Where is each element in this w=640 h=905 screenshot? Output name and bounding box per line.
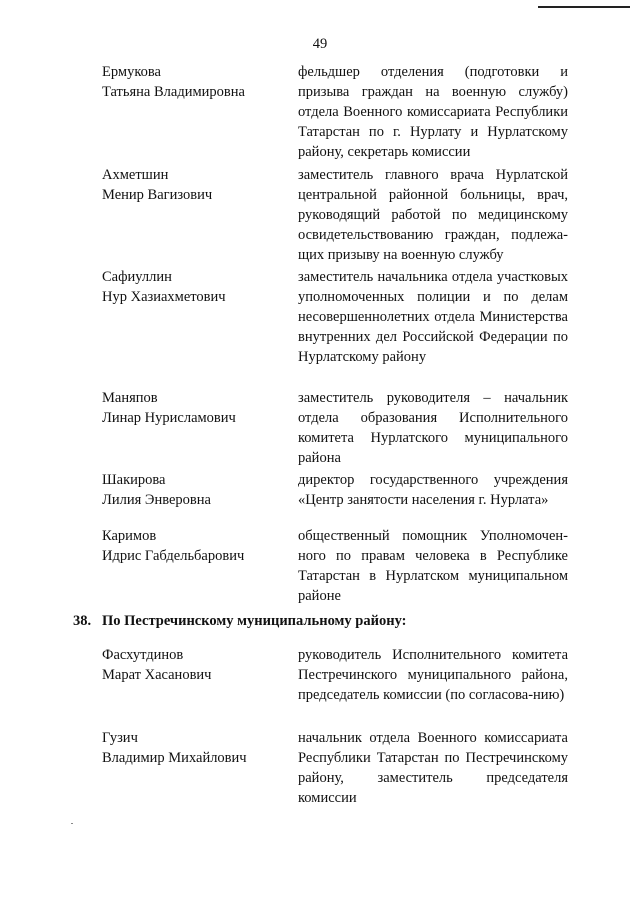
member-name — [102, 62, 292, 102]
member-surname: Каримов — [102, 528, 157, 544]
member-role: директор государственного учреждения «Центр занятости населения г. Нурлата» — [298, 472, 568, 508]
member-surname: Гузич — [102, 730, 138, 746]
member-role: руководитель Исполнительного комитета Пестречинского муниципального района, председатель комиссии (по согласова-нию) — [298, 647, 568, 703]
member-given-name: Лилия Энверовна — [102, 492, 211, 508]
member-name — [102, 267, 292, 307]
member-name — [102, 728, 292, 768]
member-given-name: Идрис Габдельбарович — [102, 548, 245, 564]
member-surname: Ермукова — [102, 64, 161, 80]
member-given-name: Линар Нурисламович — [102, 410, 236, 426]
header-rule — [538, 6, 630, 8]
member-name — [102, 645, 292, 685]
member-given-name: Татьяна Владимировна — [102, 84, 245, 100]
member-given-name: Нур Хазиахметович — [102, 289, 226, 305]
member-name — [102, 165, 292, 205]
member-role: общественный помощник Уполномочен-ного по правам человека в Республике Татарстан в Нурлатском муниципальном районе — [298, 528, 568, 604]
member-surname: Шакирова — [102, 472, 166, 488]
member-role: заместитель начальника отдела участковых уполномоченных полиции и по делам несовершеннолетних отдела Министерства внутренних дел Российской Федерации по Нурлатскому району — [298, 269, 568, 365]
member-given-name: Владимир Михайлович — [102, 750, 247, 766]
member-role: фельдшер отделения (подготовки и призыва граждан на военную службу) отдела Военного комиссариата Республики Татарстан по г. Нурлату и Нурлатскому району, секретарь комиссии — [298, 64, 568, 160]
member-name — [102, 470, 292, 510]
member-surname: Фасхутдинов — [102, 647, 184, 663]
member-role: заместитель руководителя – начальник отдела образования Исполнительного комитета Нурлатского муниципального района — [298, 390, 568, 466]
page-number: 49 — [312, 36, 328, 52]
member-name — [102, 526, 292, 566]
member-role: начальник отдела Военного комиссариата Республики Татарстан по Пестречинскому району, заместитель председателя комиссии — [298, 730, 568, 806]
member-surname: Ахметшин — [102, 167, 169, 183]
member-name — [102, 388, 292, 428]
section-title: По Пестречинскому муниципальному району: — [102, 613, 407, 629]
section-heading — [73, 611, 593, 631]
section-number: 38. — [73, 613, 92, 629]
member-surname: Маняпов — [102, 390, 158, 406]
member-given-name: Марат Хасанович — [102, 667, 212, 683]
member-surname: Сафиуллин — [102, 269, 172, 285]
scan-speck — [71, 823, 73, 824]
member-role: заместитель главного врача Нурлатской центральной районной больницы, врач, руководящий работой по медицинскому освидетельствованию граждан, подлежа-щих призыву на военную службу — [298, 167, 568, 263]
member-given-name: Менир Вагизович — [102, 187, 213, 203]
